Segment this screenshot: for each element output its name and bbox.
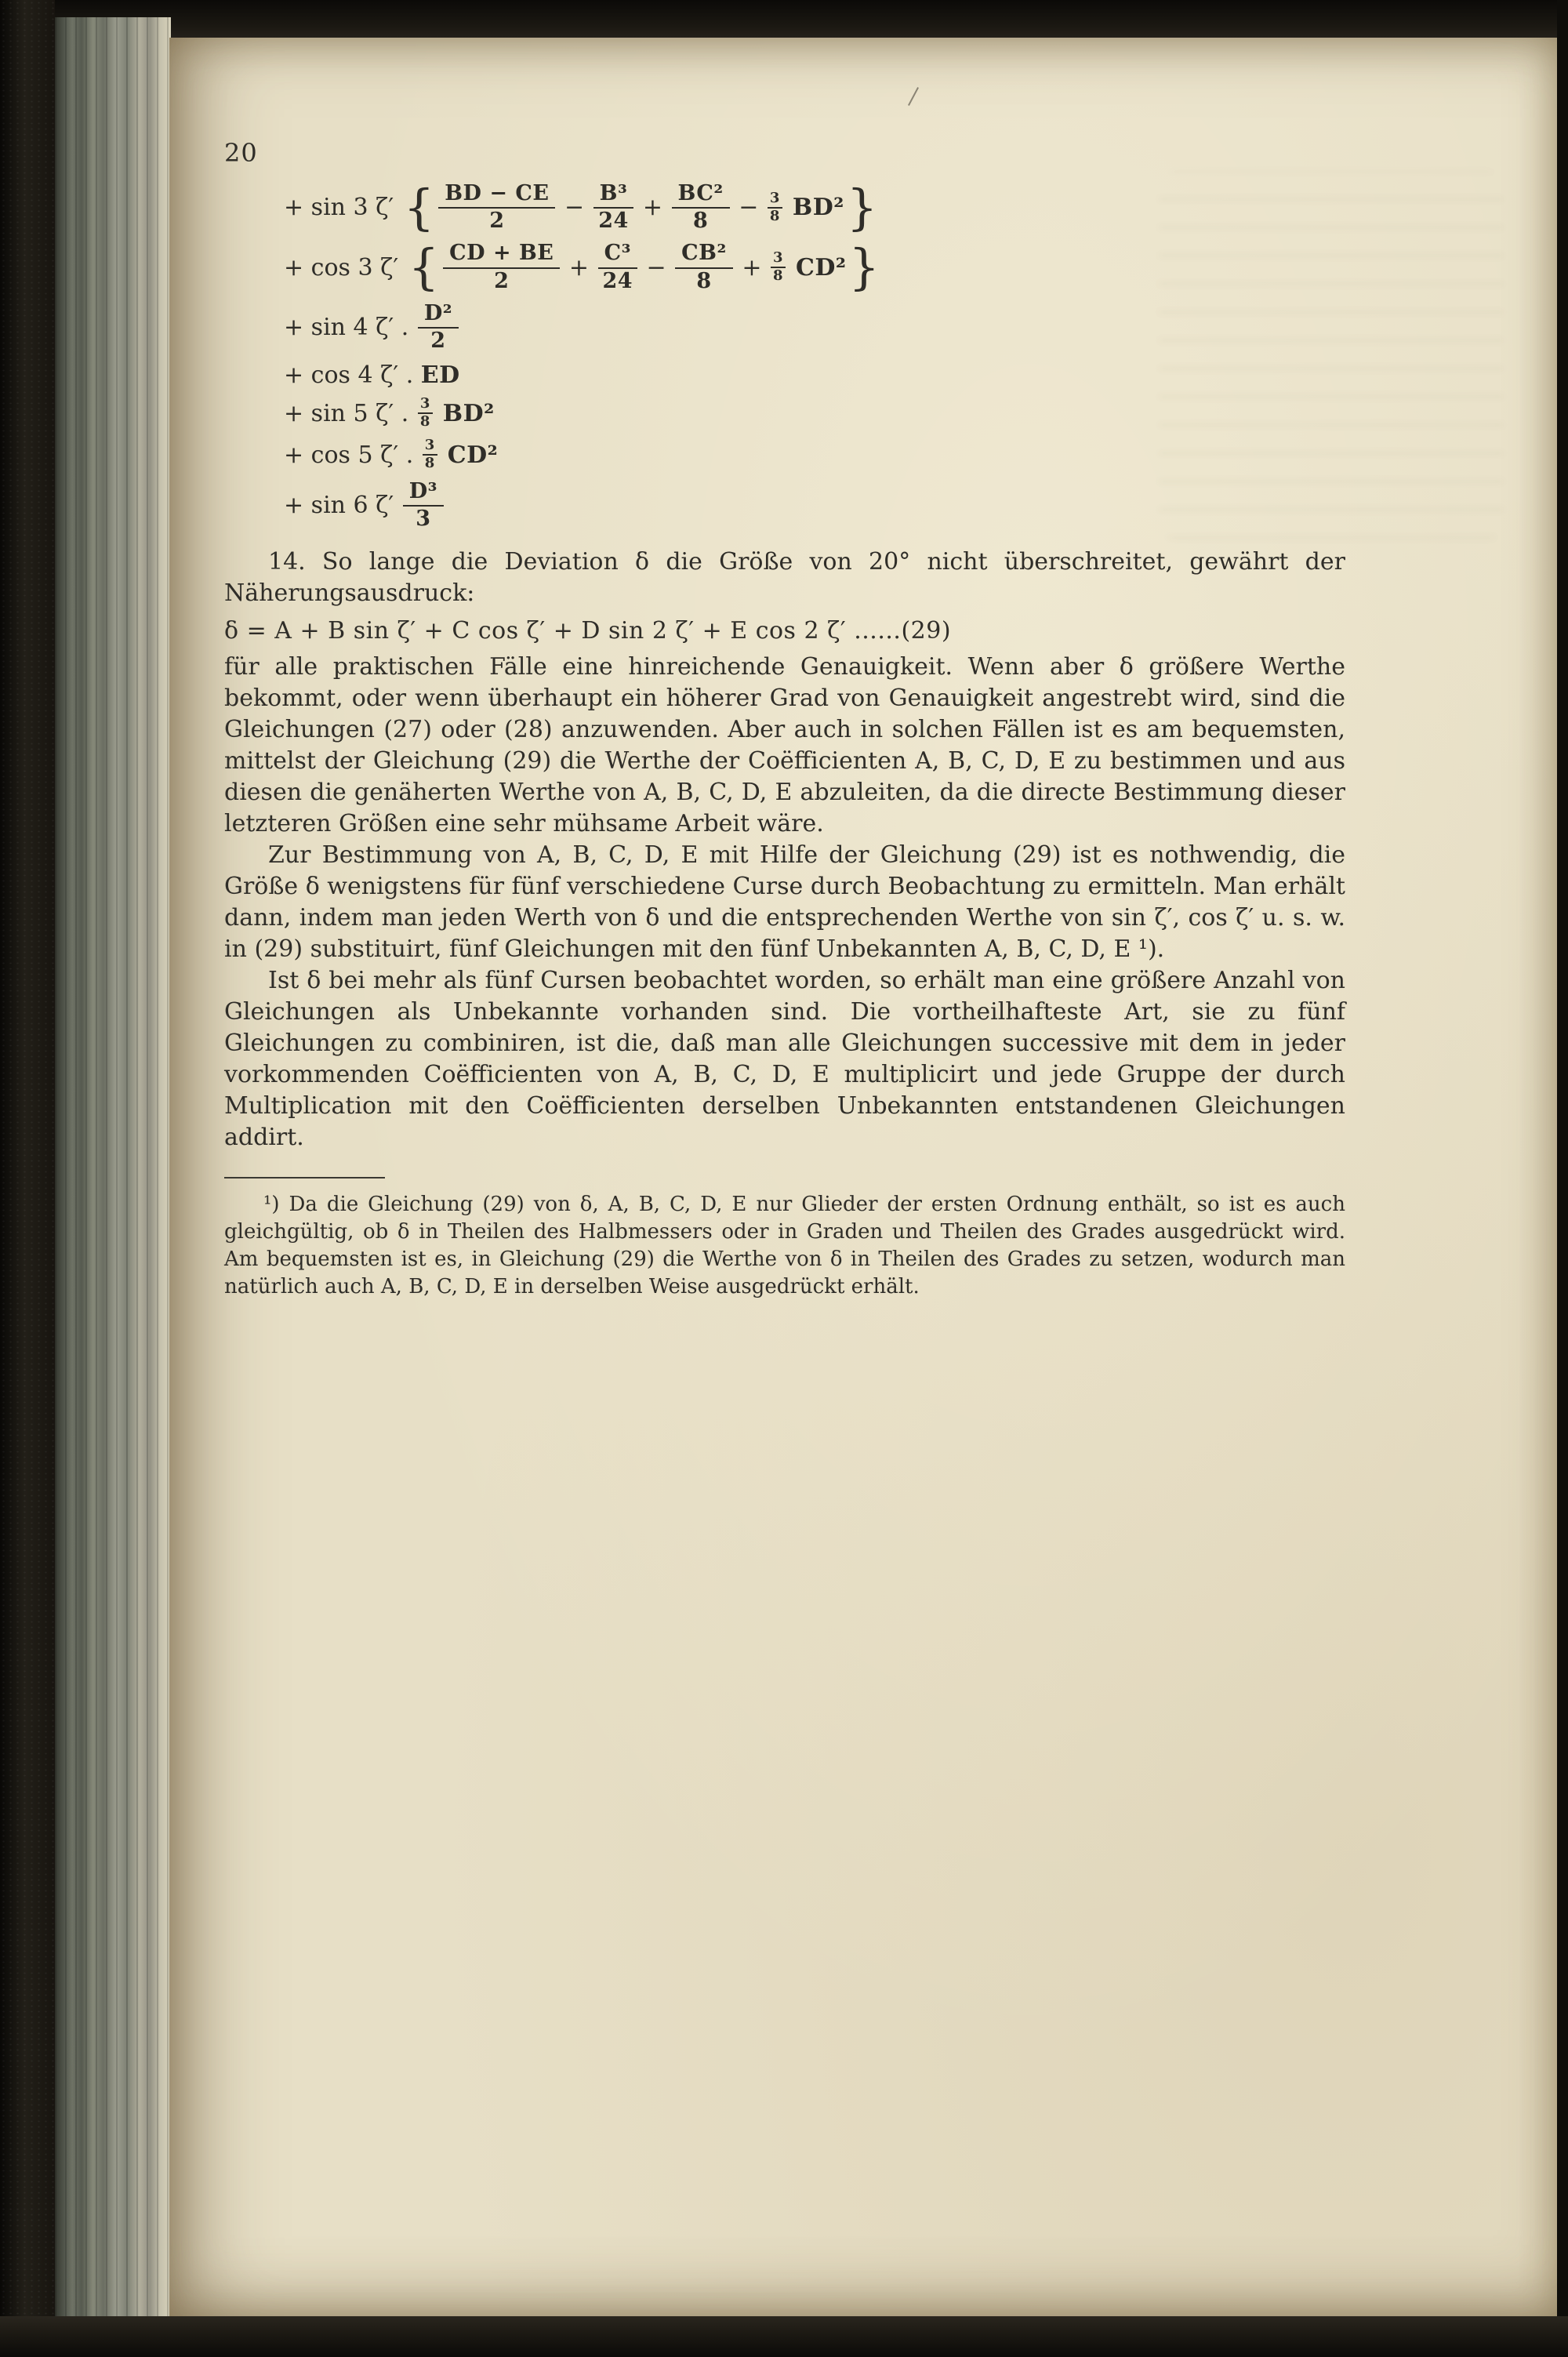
brace: }	[846, 178, 878, 236]
formula-line	[284, 395, 1345, 431]
formula-line	[284, 300, 1345, 354]
formula-text: +	[561, 253, 597, 281]
paragraph-14-intro: 14. So lange die Deviation δ die Größe von 20° nicht überschreitet, gewährt der Näherungsausdruck:	[224, 548, 1345, 608]
fraction: $\frac{\text{C³}}{24}$	[598, 242, 637, 292]
formula-text: + cos 5 ζ′ .	[284, 441, 421, 469]
fraction: $\frac{BD - CE}{2}$	[438, 182, 555, 233]
fraction: $\frac{\text{BC²}}{8}$	[672, 182, 730, 233]
brace: {	[408, 238, 440, 296]
book-cover-edge-right	[1557, 0, 1568, 2357]
formula-line	[284, 240, 1345, 294]
fraction: $\frac{CD + BE}{2}$	[443, 242, 560, 292]
page-number: 20	[224, 138, 258, 168]
formula-text: +	[734, 253, 770, 281]
book-cover-edge-left	[0, 0, 55, 2357]
fraction: $\frac{3}{8}$	[418, 397, 433, 430]
formula-text: + sin 6 ζ′	[284, 492, 401, 520]
paragraph-combination: Ist δ bei mehr als fünf Cursen beobachtet worden, so erhält man eine größere Anzahl von Gleichungen als Unbekannte vorhanden sind. Die vortheilhafteste Art, sie zu fünf Gleichungen zu combiniren, ist die, daß man alle Gleichungen successive mit dem in jeder vorkommenden Coëfficienten von A, B, C, D, E multiplicirt und jede Gruppe der durch Multiplication mit den Coëfficienten derselben Unbekannten entstandenen Gleichungen addirt.	[224, 967, 1345, 1152]
formula-text: + sin 4 ζ′ .	[284, 314, 416, 342]
coefficient-symbols: ED	[420, 361, 460, 389]
fraction: $\frac{3}{8}$	[771, 251, 786, 284]
fraction: $\frac{3}{8}$	[768, 191, 782, 224]
coefficient-symbols: BD²	[434, 399, 495, 427]
footnote-text: ¹) Da die Gleichung (29) von δ, A, B, C, D, E nur Glieder der ersten Ordnung enthält, so ist es auch gleichgültig, ob δ in Theilen des Halbmessers oder in Graden und Theilen des Grades ausgedrückt wird. Am bequemsten ist es, in Gleichung (29) die Werthe von δ in Theilen des Grades zu setzen, wodurch man natürlich auch A, B, C, D, E in derselben Weise ausgedrückt erhält.	[224, 1193, 1345, 1299]
formula-text: + sin 3 ζ′	[284, 194, 401, 222]
page-content	[169, 138, 1559, 1301]
equation-29: δ = A + B sin ζ′ + C cos ζ′ + D sin 2 ζ′ + E cos 2 ζ′ ......(29)	[224, 617, 952, 645]
formula-line	[284, 360, 1345, 390]
formula-block	[284, 180, 1345, 532]
brace: {	[403, 178, 435, 236]
formula-line	[284, 180, 1345, 234]
coefficient-symbols: CD²	[787, 253, 847, 281]
formula-text: −	[557, 194, 592, 222]
formula-line	[284, 437, 1345, 473]
coefficient-symbols: BD²	[783, 194, 844, 222]
fraction: $\frac{\text{D²}}{2}$	[418, 302, 459, 353]
footnote-rule	[224, 1177, 385, 1178]
formula-text: +	[635, 194, 670, 222]
page-edges-stack	[55, 17, 171, 2332]
fraction: $\frac{\text{CB²}}{8}$	[675, 242, 733, 292]
book-page	[169, 38, 1559, 2316]
fraction: $\frac{\text{D³}}{3}$	[403, 480, 444, 531]
formula-text: −	[638, 253, 674, 281]
book-cover-edge-bottom	[0, 2316, 1568, 2357]
book-cover-edge-top	[0, 0, 1568, 38]
coefficient-symbols: CD²	[438, 441, 499, 469]
formula-text: −	[731, 194, 766, 222]
paragraph-determination: Zur Bestimmung von A, B, C, D, E mit Hilfe der Gleichung (29) ist es nothwendig, die Größe δ wenigstens für fünf verschiedene Curse durch Beobachtung zu ermitteln. Man erhält dann, indem man jeden Werth von δ und die entsprechenden Werthe von sin ζ′, cos ζ′ u. s. w. in (29) substituirt, fünf Gleichungen mit den fünf Unbekannten A, B, C, D, E ¹).	[224, 841, 1345, 964]
fraction: $\frac{\text{B³}}{24}$	[593, 182, 634, 233]
dust-speck	[908, 87, 919, 106]
formula-line	[284, 478, 1345, 532]
formula-text: + sin 5 ζ′ .	[284, 399, 416, 427]
fraction: $\frac{3}{8}$	[423, 438, 437, 471]
formula-text: + cos 3 ζ′	[284, 253, 406, 281]
formula-text: + cos 4 ζ′ .	[284, 361, 421, 389]
paragraph-14-body: für alle praktischen Fälle eine hinreichende Genauigkeit. Wenn aber δ größere Werthe bekommt, oder wenn überhaupt ein höherer Grad von Genauigkeit angestrebt wird, sind die Gleichungen (27) oder (28) anzuwenden. Aber auch in solchen Fällen ist es am bequemsten, mittelst der Gleichung (29) die Werthe der Coëfficienten A, B, C, D, E zu bestimmen und aus diesen die genäherten Werthe von A, B, C, D, E abzuleiten, da die directe Bestimmung dieser letzteren Größen eine sehr mühsame Arbeit wäre.	[224, 653, 1345, 838]
brace: }	[848, 238, 880, 296]
